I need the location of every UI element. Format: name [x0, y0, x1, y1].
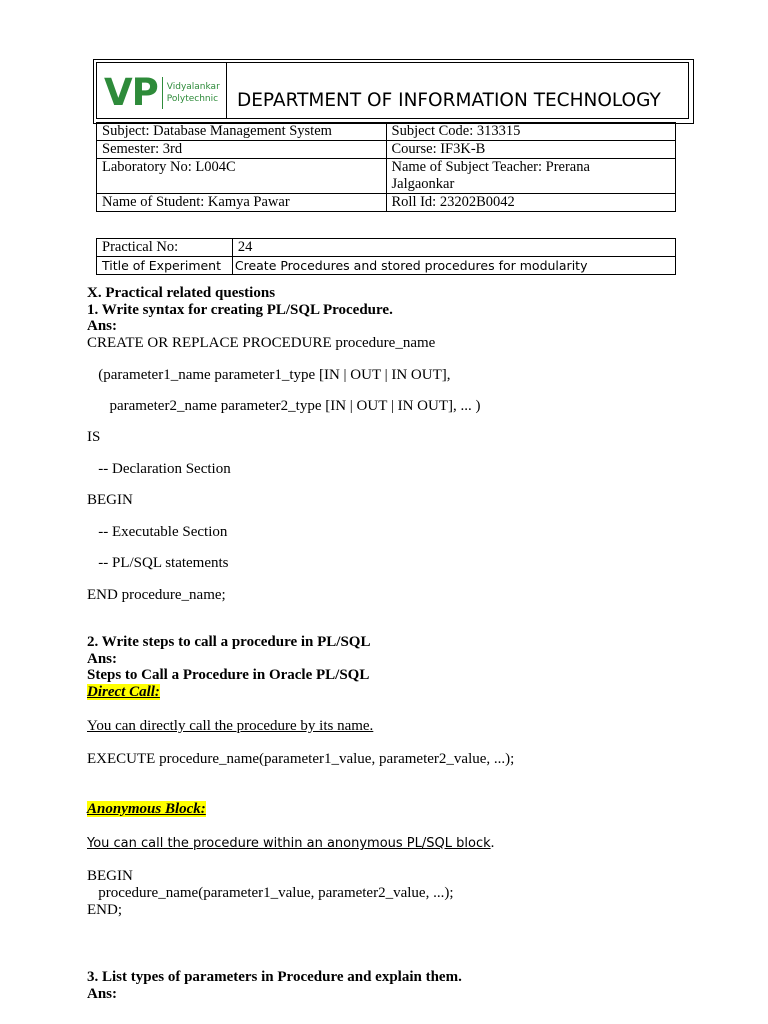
anon-code-line: END; — [87, 902, 122, 918]
code-line: -- Executable Section — [87, 524, 228, 540]
logo-letters: VP — [104, 71, 158, 114]
code-line: END procedure_name; — [87, 587, 226, 603]
teacher-line1: Name of Subject Teacher: Prerana — [391, 159, 590, 175]
code-line: -- Declaration Section — [87, 461, 231, 477]
table-row — [97, 159, 676, 194]
anonymous-block-heading — [87, 801, 206, 818]
teacher-cell — [386, 159, 676, 194]
logo-separator — [162, 77, 163, 109]
anonymous-block-description — [87, 835, 494, 852]
title-label: Title of Experiment — [97, 257, 233, 275]
answer-label: Ans: — [87, 651, 118, 667]
practical-no-label: Practical No: — [97, 239, 233, 257]
table-row — [97, 194, 676, 212]
logo-line2: Polytechnic — [166, 93, 219, 104]
info-table — [96, 122, 676, 212]
section-heading: X. Practical related questions — [87, 285, 276, 301]
question-1: 1. Write syntax for creating PL/SQL Procedure. — [87, 302, 393, 318]
answer-label: Ans: — [87, 318, 118, 334]
anon-code-line: BEGIN — [87, 868, 133, 884]
table-row — [97, 141, 676, 159]
student-cell: Name of Student: Kamya Pawar — [97, 194, 387, 212]
code-line: IS — [87, 429, 101, 445]
direct-call-heading — [87, 684, 160, 701]
semester-cell: Semester: 3rd — [97, 141, 387, 159]
subject-code-cell: Subject Code: 313315 — [386, 123, 676, 141]
anon-code-line: procedure_name(parameter1_value, parameter2_value, ...); — [87, 885, 454, 901]
anonymous-block-label: Anonymous Block: — [87, 801, 206, 817]
teacher-line2: Jalgaonkar — [391, 176, 455, 192]
code-line: CREATE OR REPLACE PROCEDURE procedure_name — [87, 335, 436, 351]
roll-cell: Roll Id: 23202B0042 — [386, 194, 676, 212]
logo-line1: Vidyalankar — [166, 81, 220, 92]
header-divider — [226, 62, 227, 119]
course-cell: Course: IF3K-B — [386, 141, 676, 159]
code-line: parameter2_name parameter2_type [IN | OUT | IN OUT], ... ) — [87, 398, 481, 414]
table-row — [97, 257, 676, 275]
practical-no-value: 24 — [232, 239, 675, 257]
table-row — [97, 239, 676, 257]
table-row — [97, 123, 676, 141]
subject-cell: Subject: Database Management System — [97, 123, 387, 141]
code-line: (parameter1_name parameter1_type [IN | OUT | IN OUT], — [87, 367, 451, 383]
anon-desc-text: You can call the procedure within an anonymous PL/SQL block — [87, 836, 491, 851]
practical-table — [96, 238, 676, 275]
anon-desc-period: . — [490, 835, 495, 851]
direct-call-label: Direct Call: — [87, 684, 160, 700]
question-2: 2. Write steps to call a procedure in PL/SQL — [87, 634, 371, 650]
answer-label: Ans: — [87, 986, 118, 1002]
q2-subheading: Steps to Call a Procedure in Oracle PL/SQL — [87, 667, 370, 683]
execute-line: EXECUTE procedure_name(parameter1_value, parameter2_value, ...); — [87, 751, 515, 767]
direct-call-description: You can directly call the procedure by its name. — [87, 718, 374, 734]
code-line: -- PL/SQL statements — [87, 555, 229, 571]
title-value: Create Procedures and stored procedures for modularity — [232, 257, 675, 275]
code-line: BEGIN — [87, 492, 133, 508]
department-title: DEPARTMENT OF INFORMATION TECHNOLOGY — [237, 90, 661, 111]
question-3: 3. List types of parameters in Procedure and explain them. — [87, 969, 462, 985]
lab-cell: Laboratory No: L004C — [97, 159, 387, 194]
logo — [104, 71, 220, 114]
